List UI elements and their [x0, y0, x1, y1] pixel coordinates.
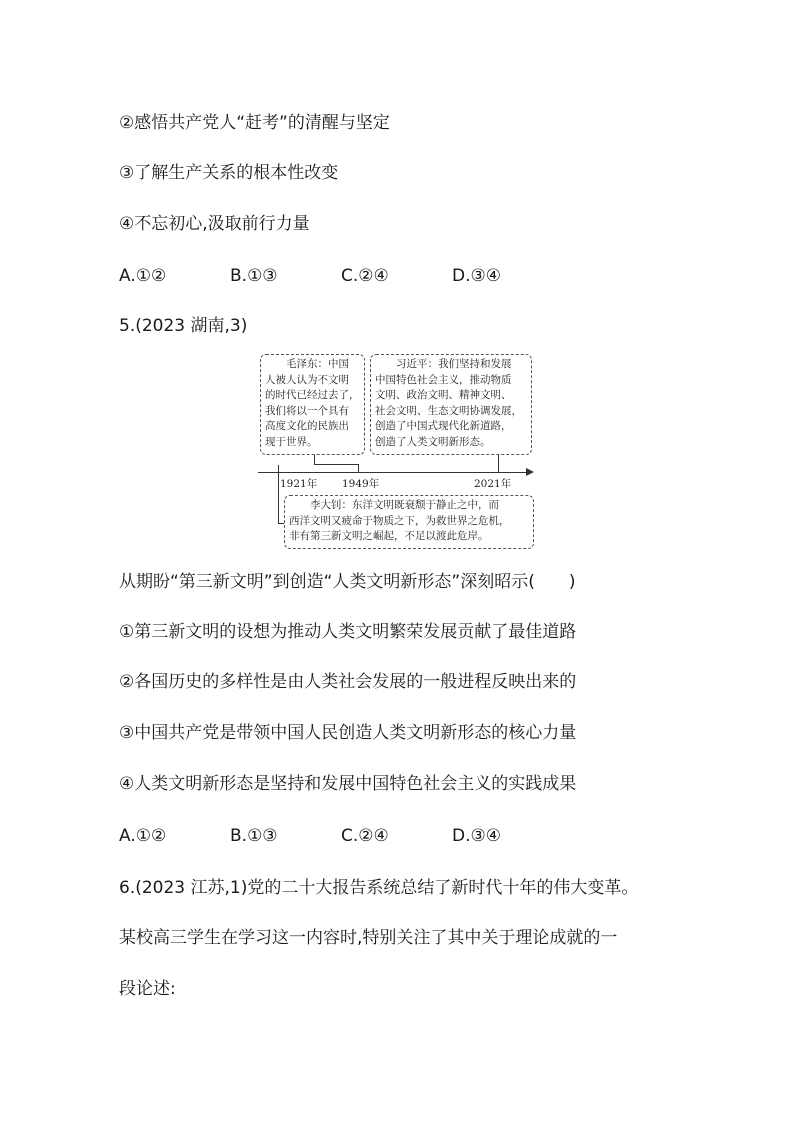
xi-quote-line: 习近平：我们坚持和发展: [396, 358, 512, 370]
q5-stem-close: ): [568, 572, 576, 592]
xi-quote-line: 中国特色社会主义，推动物质: [375, 373, 512, 386]
xi-quote-line: 文明、政治文明、精神文明、: [375, 389, 512, 401]
tick-1949: [358, 465, 359, 472]
mao-connector: [314, 464, 358, 465]
mao-quote-line: 我们将以一个具有: [265, 404, 349, 417]
q6-line-1: 6.(2023 江苏,1)党的二十大报告系统总结了新时代十年的伟大变革。: [119, 878, 639, 898]
timeline-figure: [258, 352, 534, 550]
q5-option-4: ④人类文明新形态是坚持和发展中国特色社会主义的实践成果: [119, 774, 577, 794]
mao-quote-line: 现于世界。: [265, 435, 318, 448]
xi-quote-line: 创造了中国式现代化新道路，: [375, 420, 512, 432]
tick-2021: [498, 465, 499, 472]
year-label-2021: 2021年: [474, 478, 512, 490]
q5-option-1: ①第三新文明的设想为推动人类文明繁荣发展贡献了最佳道路: [119, 622, 577, 642]
q5-option-3: ③中国共产党是带领中国人民创造人类文明新形态的核心力量: [119, 723, 577, 743]
q6-line-3: 段论述:: [119, 979, 176, 999]
year-label-1921: 1921年: [280, 478, 318, 490]
q4-option-2: ②感悟共产党人“赶考”的清醒与坚定: [119, 113, 390, 133]
timeline-arrow: [526, 468, 534, 476]
mao-quote-box: [260, 354, 365, 455]
mao-quote-line: 高度文化的民族出: [265, 420, 349, 432]
q5-choice-c: C.②④: [341, 826, 389, 846]
li-quote-line: 西洋文明又疲命于物质之下，为救世界之危机，: [289, 514, 510, 527]
q4-choice-b: B.①③: [230, 266, 278, 286]
q4-choice-a: A.①②: [119, 266, 167, 286]
q4-choice-c: C.②④: [341, 266, 389, 286]
mao-quote-line: 的时代已经过去了，: [265, 389, 360, 401]
mao-quote-line: 毛泽东：中国: [286, 358, 349, 370]
q5-option-2: ②各国历史的多样性是由人类社会发展的一般进程反映出来的: [119, 672, 577, 692]
q4-option-3: ③了解生产关系的根本性改变: [119, 163, 339, 183]
q4-option-4: ④不忘初心,汲取前行力量: [119, 214, 310, 234]
year-label-1949: 1949年: [342, 478, 380, 490]
q5-choice-b: B.①③: [230, 826, 278, 846]
xi-quote-line: 创造了人类文明新形态。: [375, 435, 491, 448]
xi-quote-line: 社会文明、生态文明协调发展，: [375, 404, 522, 417]
q5-choice-d: D.③④: [452, 826, 501, 846]
mao-quote-line: 人被人认为不文明: [265, 373, 349, 386]
q5-stem: [119, 572, 576, 592]
q4-choice-d: D.③④: [452, 266, 501, 286]
li-quote-box: [284, 495, 534, 549]
q5-header: 5.(2023 湖南,3): [119, 316, 248, 336]
li-quote-line: 非有第三新文明之崛起，不足以渡此危岸。: [289, 530, 489, 542]
q5-stem-text: 从期盼“第三新文明”到创造“人类文明新形态”深刻昭示(: [119, 572, 535, 592]
tick-1921: [278, 465, 279, 472]
li-quote-line: 李大钊：东洋文明既衰颓于静止之中，而: [310, 499, 499, 511]
xi-quote-box: [370, 354, 532, 455]
q5-choice-a: A.①②: [119, 826, 167, 846]
timeline-axis: [258, 472, 528, 473]
q6-line-2: 某校高三学生在学习这一内容时,特别关注了其中关于理论成就的一: [119, 928, 618, 948]
li-connector: [278, 472, 279, 524]
